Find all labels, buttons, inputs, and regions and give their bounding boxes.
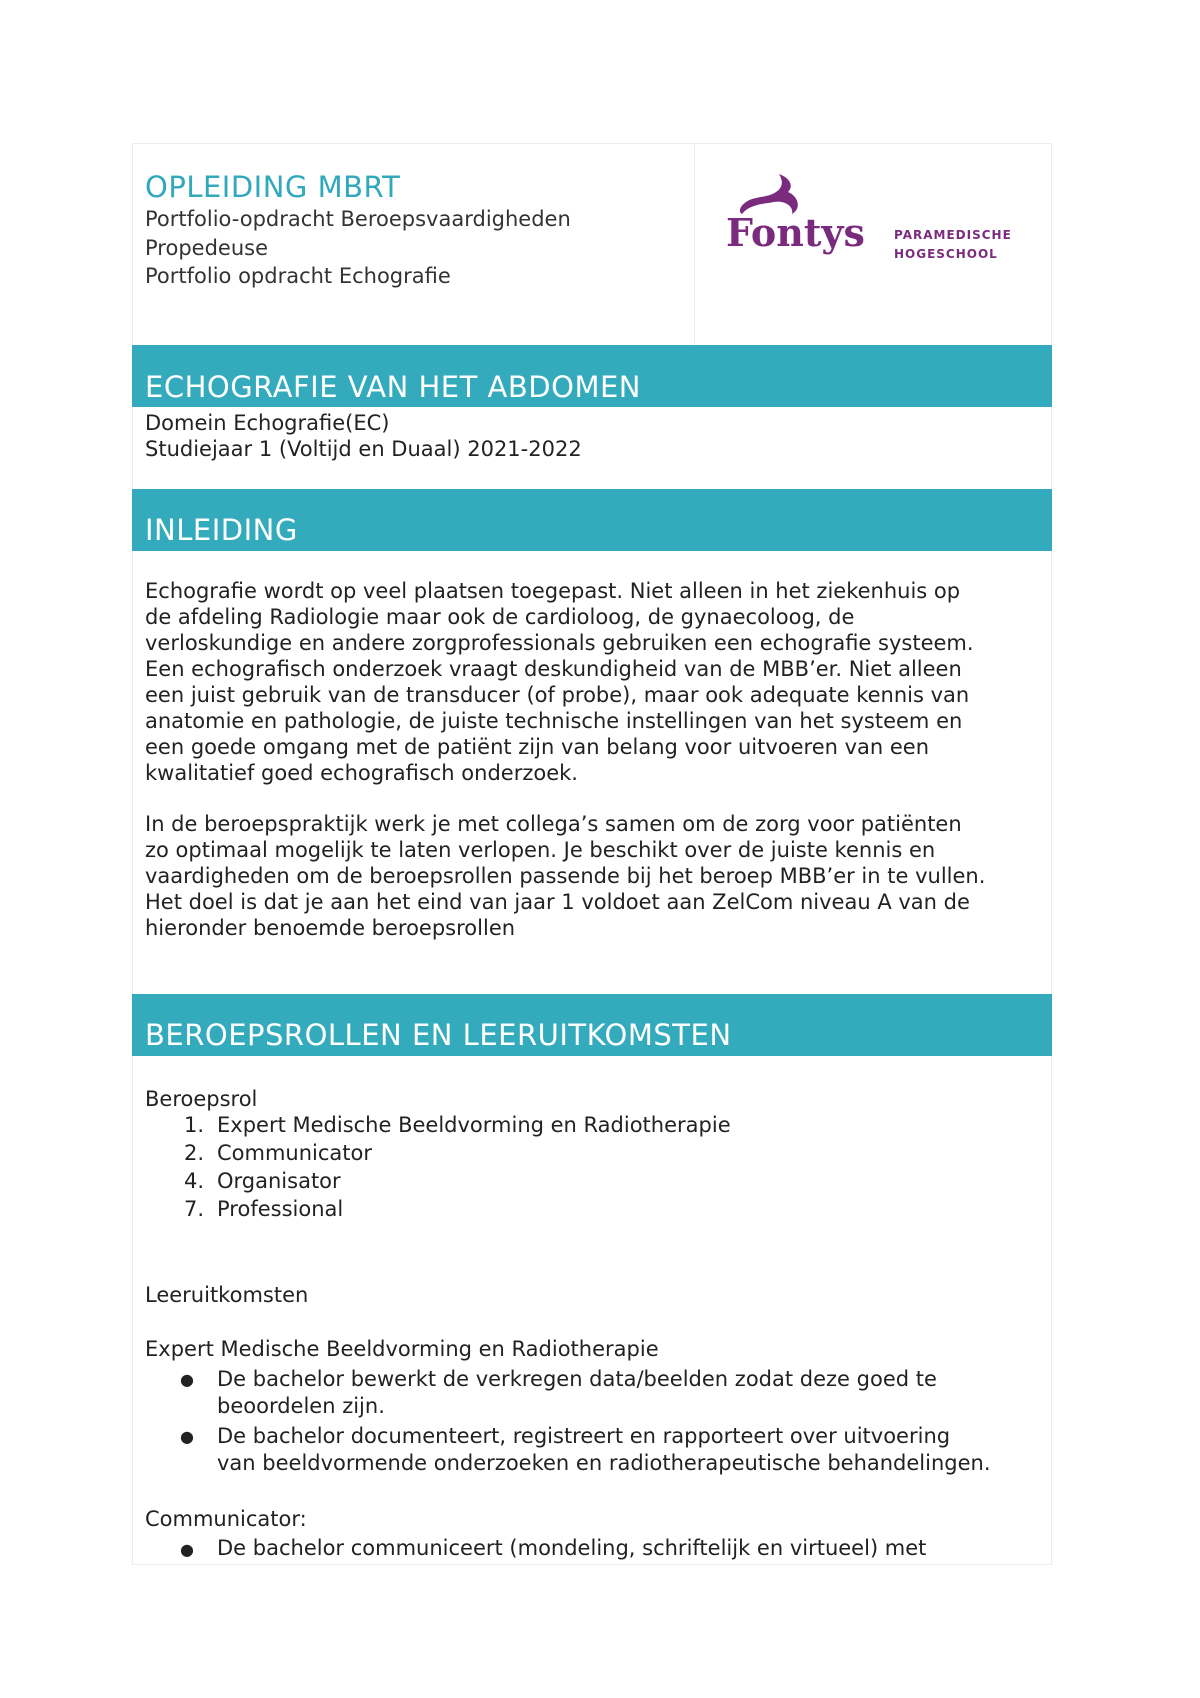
roles-label: Beroepsrol xyxy=(145,1087,258,1111)
bullet-line: De bachelor bewerkt de verkregen data/beelden zodat deze goed te xyxy=(217,1367,937,1391)
role-number: 1. xyxy=(183,1113,204,1137)
header-divider xyxy=(694,143,695,345)
intro-p2-line: Het doel is dat je aan het eind van jaar 1 voldoet aan ZelCom niveau A van de xyxy=(145,890,970,914)
header-line-3: Portfolio opdracht Echografie xyxy=(145,264,451,288)
section-title-abdomen: ECHOGRAFIE VAN HET ABDOMEN xyxy=(145,370,641,404)
logo-brand: Fontys xyxy=(726,210,865,255)
role-number: 2. xyxy=(183,1141,204,1165)
intro-p1-line: kwalitatief goed echografisch onderzoek. xyxy=(145,761,578,785)
logo-sub-1: PARAMEDISCHE xyxy=(894,228,1012,242)
intro-p1-line: Een echografisch onderzoek vraagt deskundigheid van de MBB’er. Niet alleen xyxy=(145,657,962,681)
intro-p1-line: een goede omgang met de patiënt zijn van belang voor uitvoeren van een xyxy=(145,735,930,759)
communicator-bullet-text: De bachelor communiceert (mondeling, schriftelijk en virtueel) met xyxy=(217,1536,927,1560)
intro-p2-line: In de beroepspraktijk werk je met collega’s samen om de zorg voor patiënten xyxy=(145,812,962,836)
intro-paragraph-1 xyxy=(145,578,974,786)
study-year-line: Studiejaar 1 (Voltijd en Duaal) 2021-2022 xyxy=(145,437,582,461)
program-title: OPLEIDING MBRT xyxy=(145,170,401,204)
intro-p1-line: een juist gebruik van de transducer (of probe), maar ook adequate kennis van xyxy=(145,683,970,707)
expert-label: Expert Medische Beeldvorming en Radiotherapie xyxy=(145,1337,659,1361)
logo-sub-2: HOGESCHOOL xyxy=(894,247,998,261)
section-title-beroepsrollen: BEROEPSROLLEN EN LEERUITKOMSTEN xyxy=(145,1018,732,1052)
outcomes-label: Leeruitkomsten xyxy=(145,1283,309,1307)
role-label: Professional xyxy=(217,1197,344,1221)
intro-p1-line: anatomie en pathologie, de juiste technische instellingen van het systeem en xyxy=(145,709,963,733)
role-number: 4. xyxy=(183,1169,204,1193)
role-label: Communicator xyxy=(217,1141,373,1165)
bullet-line: van beeldvormende onderzoeken en radiotherapeutische behandelingen. xyxy=(217,1451,991,1475)
intro-p2-line: zo optimaal mogelijk te laten verlopen. Je beschikt over de juiste kennis en xyxy=(145,838,936,862)
role-label: Organisator xyxy=(217,1169,341,1193)
role-number: 7. xyxy=(183,1197,204,1221)
fontys-logo xyxy=(724,168,1024,268)
header-line-1: Portfolio-opdracht Beroepsvaardigheden xyxy=(145,207,571,231)
bullet-line: De bachelor documenteert, registreert en rapporteert over uitvoering xyxy=(217,1424,951,1448)
intro-p1-line: de afdeling Radiologie maar ook de cardioloog, de gynaecoloog, de xyxy=(145,605,855,629)
expert-bullet-text xyxy=(217,1366,937,1420)
bullet-icon: ● xyxy=(180,1427,194,1446)
bullet-icon: ● xyxy=(180,1540,194,1559)
intro-p2-line: hieronder benoemde beroepsrollen xyxy=(145,916,516,940)
communicator-label: Communicator: xyxy=(145,1507,307,1531)
bullet-icon: ● xyxy=(180,1370,194,1389)
intro-paragraph-2 xyxy=(145,811,985,941)
bullet-line: beoordelen zijn. xyxy=(217,1394,385,1418)
section-title-inleiding: INLEIDING xyxy=(145,513,298,547)
expert-bullet-text xyxy=(217,1423,991,1477)
header-line-2: Propedeuse xyxy=(145,236,268,260)
intro-p2-line: vaardigheden om de beroepsrollen passende bij het beroep MBB’er in te vullen. xyxy=(145,864,986,888)
intro-p1-line: verloskundige en andere zorgprofessionals gebruiken een echografie systeem. xyxy=(145,631,974,655)
role-label: Expert Medische Beeldvorming en Radiotherapie xyxy=(217,1113,731,1137)
domain-line: Domein Echografie(EC) xyxy=(145,411,390,435)
intro-p1-line: Echografie wordt op veel plaatsen toegepast. Niet alleen in het ziekenhuis op xyxy=(145,579,961,603)
